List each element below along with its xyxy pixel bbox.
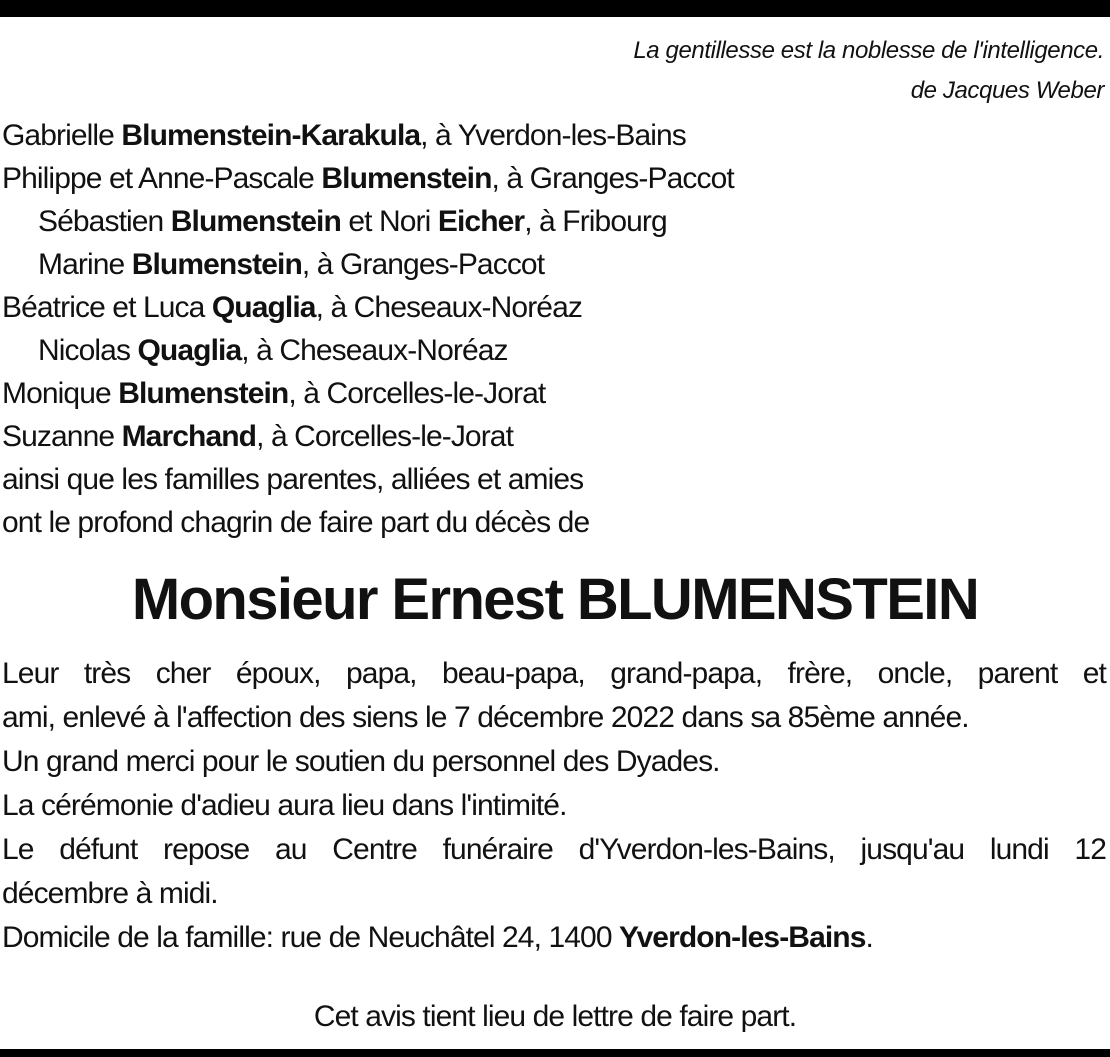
top-rule — [0, 0, 1110, 17]
family-name-text: Suzanne — [2, 420, 122, 453]
family-relatives-line: ainsi que les familles parentes, alliées et amies — [2, 463, 584, 496]
domicile-city: Yverdon-les-Bains — [619, 921, 866, 954]
deceased-name: Monsieur Ernest BLUMENSTEIN — [131, 567, 979, 632]
epigraph — [633, 31, 1104, 111]
announcement-line: ont le profond chagrin de faire part du décès de — [2, 506, 590, 539]
family-surname: Blumenstein — [170, 205, 341, 238]
domicile-line — [2, 916, 1106, 960]
family-name-text: Philippe et Anne-Pascale — [2, 162, 322, 195]
family-surname: Eicher — [437, 205, 525, 238]
family-location: , à Yverdon-les-Bains — [420, 119, 686, 152]
family-surname: Blumenstein-Karakula — [121, 119, 421, 152]
notice-paragraph: Leur très cher époux, papa, beau-papa, grand-papa, frère, oncle, parent et — [2, 657, 1106, 690]
epigraph-quote: La gentillesse est la noblesse de l'intelligence. — [633, 37, 1104, 64]
family-name-text: Gabrielle — [2, 119, 122, 152]
notice-paragraph: décembre à midi. — [2, 877, 218, 910]
family-name-text: et Nori — [340, 205, 438, 238]
bottom-rule — [0, 1049, 1110, 1057]
notice-body — [2, 652, 1106, 960]
family-location: , à Corcelles-le-Jorat — [288, 377, 546, 410]
family-line — [2, 200, 734, 243]
family-line — [2, 243, 734, 286]
family-line — [2, 329, 734, 372]
family-name-text: Sébastien — [38, 205, 171, 238]
domicile-text: Domicile de la famille: rue de Neuchâtel 24, 1400 — [2, 921, 620, 954]
family-name-text: Marine — [38, 248, 132, 281]
family-name-text: Nicolas — [38, 334, 138, 367]
notice-paragraph: La cérémonie d'adieu aura lieu dans l'intimité. — [2, 789, 567, 822]
family-surname: Blumenstein — [321, 162, 492, 195]
family-line — [2, 415, 734, 458]
family-list — [2, 114, 734, 544]
notice-paragraph: Un grand merci pour le soutien du personnel des Dyades. — [2, 745, 720, 778]
family-line — [2, 286, 734, 329]
family-name-text: Monique — [2, 377, 119, 410]
family-surname: Quaglia — [137, 334, 242, 367]
family-name-text: Béatrice et Luca — [2, 291, 212, 324]
family-location: , à Cheseaux-Noréaz — [241, 334, 508, 367]
family-location: , à Granges-Paccot — [491, 162, 734, 195]
domicile-punctuation: . — [865, 921, 873, 954]
family-line — [2, 114, 734, 157]
family-surname: Quaglia — [211, 291, 316, 324]
family-surname: Blumenstein — [131, 248, 302, 281]
family-location: , à Fribourg — [524, 205, 667, 238]
family-line — [2, 157, 734, 200]
family-surname: Marchand — [121, 420, 257, 453]
notice-paragraph: ami, enlevé à l'affection des siens le 7 décembre 2022 dans sa 85ème année. — [2, 701, 969, 734]
family-surname: Blumenstein — [118, 377, 289, 410]
epigraph-author: de Jacques Weber — [910, 77, 1104, 104]
family-location: , à Corcelles-le-Jorat — [256, 420, 514, 453]
notice-paragraph: Le défunt repose au Centre funéraire d'Yverdon-les-Bains, jusqu'au lundi 12 — [2, 833, 1106, 866]
family-location: , à Granges-Paccot — [301, 248, 545, 281]
family-location: , à Cheseaux-Noréaz — [315, 291, 582, 324]
family-line — [2, 372, 734, 415]
closing-line: Cet avis tient lieu de lettre de faire part. — [313, 1000, 797, 1033]
